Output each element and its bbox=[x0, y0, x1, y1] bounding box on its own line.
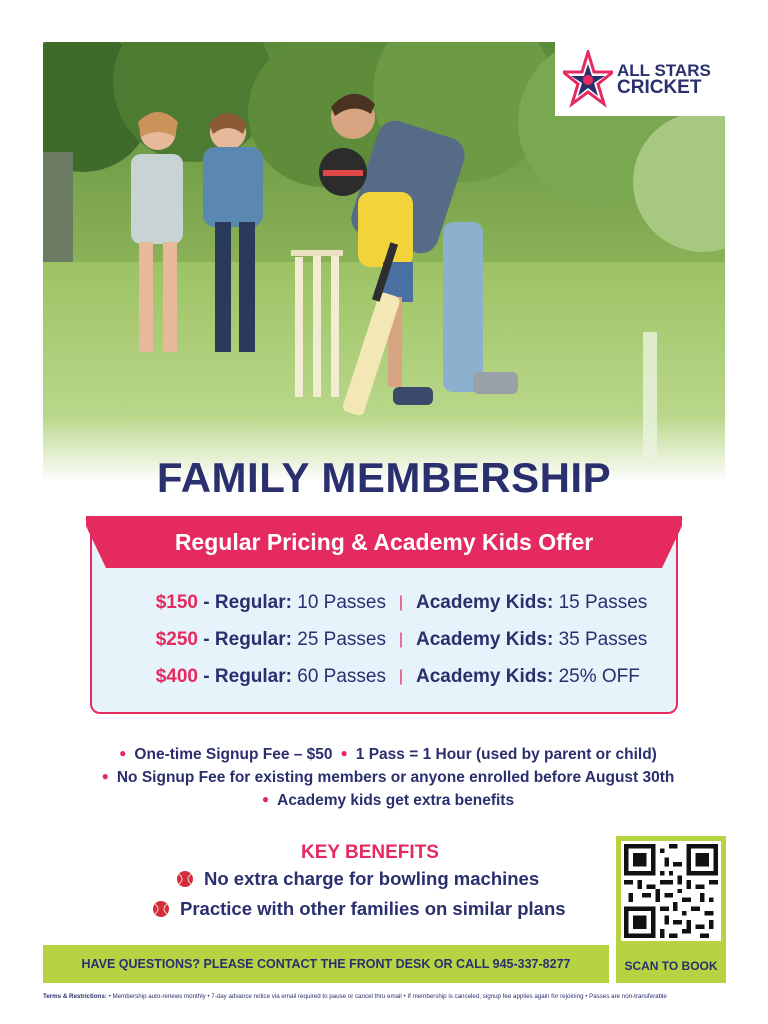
bullet-icon: ● bbox=[119, 746, 127, 760]
kids-value: 15 Passes bbox=[558, 592, 648, 613]
brand-name: ALL STARS CRICKET bbox=[617, 61, 711, 98]
pricing-banner bbox=[86, 516, 682, 568]
benefit-text: No extra charge for bowling machines bbox=[204, 868, 540, 889]
cricket-ball-icon bbox=[152, 900, 170, 918]
scan-to-book-label: SCAN TO BOOK bbox=[624, 959, 718, 973]
divider: | bbox=[398, 594, 404, 611]
notes-line bbox=[0, 792, 768, 810]
contact-bar: HAVE QUESTIONS? PLEASE CONTACT THE FRONT DESK OR CALL 945-337-8277 bbox=[43, 945, 609, 983]
kids-value: 35 Passes bbox=[558, 629, 648, 650]
regular-value: 10 Passes bbox=[297, 592, 386, 613]
note-pass-hour: 1 Pass = 1 Hour (used by parent or child) bbox=[355, 746, 657, 763]
terms-restrictions bbox=[43, 993, 733, 1000]
price-row bbox=[90, 662, 678, 692]
price-row bbox=[90, 588, 678, 618]
price-amount: $150 bbox=[155, 592, 199, 613]
divider: | bbox=[398, 631, 404, 648]
kids-label: Academy Kids: bbox=[416, 666, 554, 687]
note-academy-benefits: Academy kids get extra benefits bbox=[277, 792, 515, 809]
regular-value: 60 Passes bbox=[297, 666, 386, 687]
price-amount: $400 bbox=[155, 666, 199, 687]
price-amount: $250 bbox=[155, 629, 199, 650]
terms-text: • Membership auto-renews monthly • 7-day advance notice via email required to pause or cancel thru email • If membership is canceled, signup fee applies again for rejoining • Passes are non-transferable bbox=[108, 993, 667, 1000]
kids-value: 25% OFF bbox=[558, 666, 640, 687]
notes-line bbox=[0, 769, 768, 787]
regular-value: 25 Passes bbox=[297, 629, 386, 650]
kids-label: Academy Kids: bbox=[416, 629, 554, 650]
notes-line bbox=[0, 746, 768, 764]
divider: | bbox=[398, 668, 404, 685]
key-benefits-title: KEY BENEFITS bbox=[301, 842, 439, 863]
kids-label: Academy Kids: bbox=[416, 592, 554, 613]
note-signup-fee: One-time Signup Fee – $50 bbox=[134, 746, 333, 763]
cricket-ball-icon bbox=[176, 870, 194, 888]
regular-label: - Regular: bbox=[203, 666, 292, 687]
regular-label: - Regular: bbox=[203, 592, 292, 613]
benefit-item bbox=[152, 898, 566, 920]
brand-logo bbox=[555, 42, 725, 116]
page-title: FAMILY MEMBERSHIP bbox=[156, 454, 612, 501]
pricing-banner-text: Regular Pricing & Academy Kids Offer bbox=[174, 528, 594, 555]
regular-label: - Regular: bbox=[203, 629, 292, 650]
bullet-icon: ● bbox=[261, 792, 270, 806]
bullet-icon: ● bbox=[101, 769, 109, 783]
star-logo-icon bbox=[563, 50, 613, 108]
note-no-signup-fee: No Signup Fee for existing members or anyone enrolled before August 30th bbox=[116, 769, 675, 786]
bullet-icon: ● bbox=[340, 746, 348, 760]
qr-code-box[interactable] bbox=[616, 836, 726, 983]
price-row bbox=[90, 625, 678, 655]
qr-code-icon[interactable] bbox=[621, 841, 721, 941]
hero-photo bbox=[43, 42, 725, 482]
terms-label: Terms & Restrictions: bbox=[43, 993, 107, 1000]
benefit-item bbox=[176, 868, 539, 890]
benefit-text: Practice with other families on similar plans bbox=[180, 898, 566, 919]
